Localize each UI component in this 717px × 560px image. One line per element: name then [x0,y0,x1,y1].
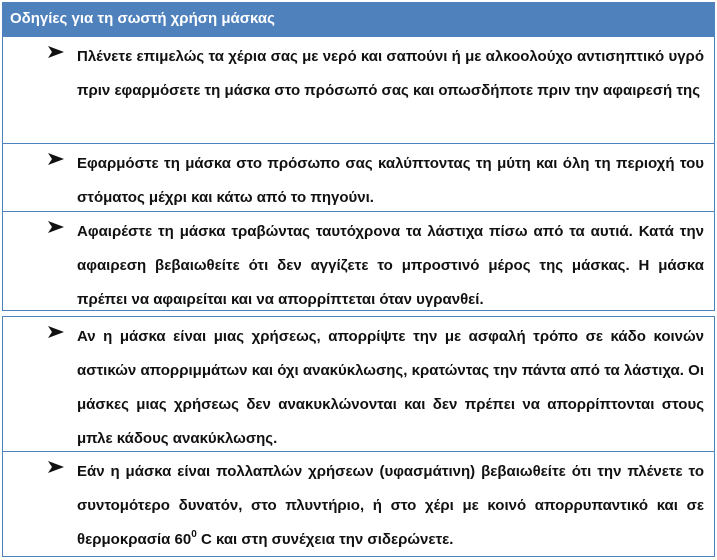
instruction-text: Εφαρμόστε τη μάσκα στο πρόσωπο σας καλύπτοντας τη μύτη και όλη τη περιοχή του στόματος μέχρι και κάτω από το πηγούνι. [77,155,704,206]
page-title: Οδηγίες για τη σωστή χρήση μάσκας [2,2,715,36]
arrow-right-icon [47,45,65,59]
arrow-right-icon [47,325,65,339]
list-item [3,451,714,558]
instruction-text: Πλένετε επιμελώς τα χέρια σας με νερό και σαπούνι ή με αλκοολούχο αντισηπτικό υγρό πριν εφαρμόσετε τη μάσκα στο πρόσωπό σας και οπωσδήποτε πριν την αφαιρεσή της [77,48,704,99]
arrow-right-icon [47,220,65,234]
list-item [3,143,714,211]
list-item [3,37,714,143]
instructions-table-bottom [2,316,715,557]
instruction-text-part: Εάν η μάσκα είναι πολλαπλών χρήσεων (υφασμάτινη) βεβαιωθείτε ότι την πλένετε το συντομότερο δυνατόν, στο πλυντήριο, ή στο χέρι με κοινό απορρυπαντικό και σε θερμοκρασία 60 [77,463,704,548]
instructions-table-top [2,36,715,311]
list-item [3,317,714,451]
arrow-right-icon [47,460,65,474]
arrow-right-icon [47,152,65,166]
superscript-degree: 0 [191,529,197,540]
list-item [3,211,714,312]
instruction-text [77,455,704,557]
instruction-text: Αν η μάσκα είναι μιας χρήσεως, απορρίψτε την με ασφαλή τρόπο σε κάδο κοινών αστικών απορριμμάτων και όχι ανακύκλωσης, κρατώντας την πάντα από τα λάστιχα. Οι μάσκες μιας χρήσεως δεν ανακυκλώνονται και δεν πρέπει να απορρίπτονται στους μπλε κάδους ανακύκλωσης. [77,328,704,447]
instruction-text-part: C και στη συνέχεια την σιδερώνετε. [196,531,454,548]
instruction-text: Αφαιρέστε τη μάσκα τραβώντας ταυτόχρονα τα λάστιχα πίσω από τα αυτιά. Κατά την αφαιρεση βεβαιωθείτε ότι δεν αγγίζετε το μπροστινό μέρος της μάσκας. Η μάσκα πρέπει να αφαιρείται και να απορρίπτεται όταν υγρανθεί. [77,223,704,308]
